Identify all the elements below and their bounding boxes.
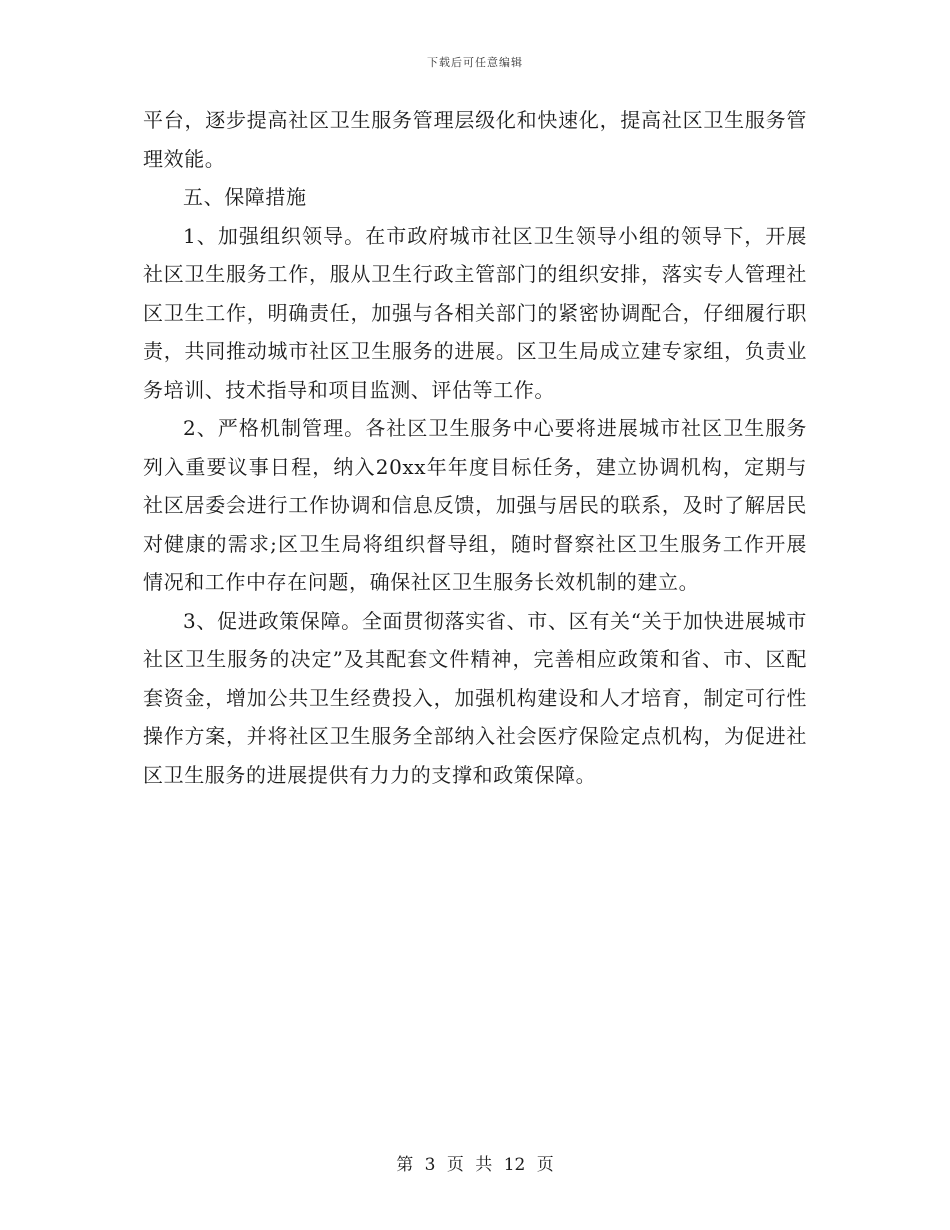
paragraph-organization: 1、加强组织领导。在市政府城市社区卫生领导小组的领导下，开展社区卫生服务工作，服从卫生行政主管部门的组织安排，落实专人管理社区卫生工作，明确责任，加强与各相关部门的紧密协调配合，仔细履行职责，共同推动城市社区卫生服务的进展。区卫生局成立建专家组，负责业务培训、技术指导和项目监测、评估等工作。 [143, 223, 807, 402]
header-note: 下载后可任意编辑 [427, 56, 523, 69]
document-body [143, 101, 807, 794]
section-heading: 五、保障措施 [183, 185, 307, 209]
paragraph-policy: 3、促进政策保障。全面贯彻落实省、市、区有关“关于加快进展城市社区卫生服务的决定”及其配套文件精神，完善相应政策和省、市、区配套资金，增加公共卫生经费投入，加强机构建设和人才培育，制定可行性操作方案，并将社区卫生服务全部纳入社会医疗保险定点机构，为促进社区卫生服务的进展提供有力力的支撑和政策保障。 [143, 608, 807, 787]
paragraph-mechanism: 2、严格机制管理。各社区卫生服务中心要将进展城市社区卫生服务列入重要议事日程，纳入20xx年年度目标任务，建立协调机构，定期与社区居委会进行工作协调和信息反馈，加强与居民的联系，及时了解居民对健康的需求;区卫生局将组织督导组，随时督察社区卫生服务工作开展情况和工作中存在问题，确保社区卫生服务长效机制的建立。 [143, 416, 807, 594]
paragraph-continuation: 平台，逐步提高社区卫生服务管理层级化和快速化，提高社区卫生服务管理效能。 [143, 108, 807, 171]
page-number: 第 3 页 共 12 页 [396, 1155, 554, 1175]
